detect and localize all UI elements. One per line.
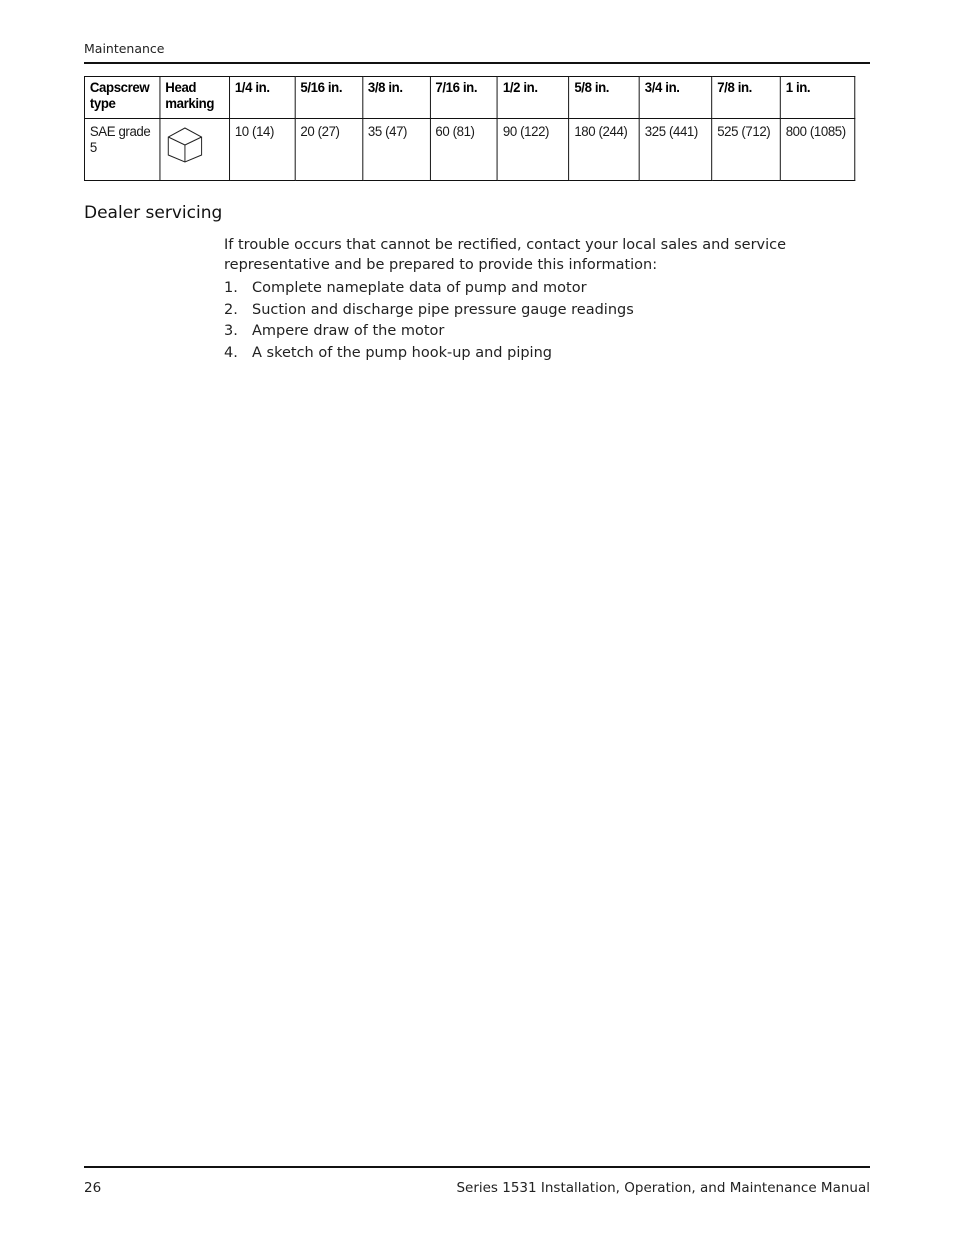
running-header: Maintenance [84, 41, 165, 56]
list-item-text: Complete nameplate data of pump and motor [252, 280, 587, 296]
footer-rule [84, 1166, 870, 1168]
head-marking-cell [160, 119, 230, 181]
list-item-text: Ampere draw of the motor [252, 323, 445, 339]
list-item [224, 321, 844, 343]
torque-table [84, 76, 855, 181]
column-header: 7/8 in. [712, 77, 780, 119]
list-item-number: 1. [224, 280, 238, 296]
torque-value-cell: 10 (14) [229, 119, 295, 181]
column-header: 1/4 in. [229, 77, 295, 119]
column-header: Head marking [160, 77, 230, 119]
info-list [224, 278, 844, 364]
torque-value-cell: 20 (27) [295, 119, 363, 181]
column-header: 1/2 in. [498, 77, 569, 119]
table-row [84, 119, 854, 181]
list-item [224, 278, 844, 300]
header-rule [84, 62, 870, 64]
list-item-number: 4. [224, 344, 238, 361]
column-header: Capscrew type [84, 77, 159, 119]
column-header: 5/8 in. [569, 77, 639, 119]
intro-paragraph: If trouble occurs that cannot be rectified, contact your local sales and service representative and be prepared to provide this information: [224, 237, 787, 273]
column-header: 3/4 in. [639, 77, 711, 119]
footer-manual-title: Series 1531 Installation, Operation, and Maintenance Manual [456, 1180, 870, 1196]
list-item-number: 3. [224, 323, 238, 339]
column-header: 5/16 in. [295, 77, 363, 119]
torque-value-cell: 180 (244) [569, 119, 639, 181]
column-header: 1 in. [780, 77, 854, 119]
list-item-text: Suction and discharge pipe pressure gauge readings [252, 301, 634, 318]
page-number: 26 [84, 1180, 102, 1196]
torque-value-cell: 325 (441) [639, 119, 711, 181]
section-title: Dealer servicing [84, 203, 223, 223]
list-item-number: 2. [224, 301, 238, 318]
torque-value-cell: 60 (81) [430, 119, 498, 181]
hexagon-three-line-icon [165, 126, 204, 164]
capscrew-type-cell: SAE grade 5 [84, 119, 159, 181]
list-item-text: A sketch of the pump hook-up and piping [252, 344, 552, 361]
torque-value-cell: 90 (122) [498, 119, 569, 181]
torque-value-cell: 35 (47) [363, 119, 430, 181]
list-item [224, 343, 844, 365]
column-header: 3/8 in. [363, 77, 430, 119]
torque-value-cell: 800 (1085) [780, 119, 854, 181]
dealer-servicing-body [224, 236, 844, 364]
column-header: 7/16 in. [430, 77, 498, 119]
list-item [224, 300, 844, 322]
table-header-row [84, 77, 854, 119]
torque-value-cell: 525 (712) [712, 119, 780, 181]
